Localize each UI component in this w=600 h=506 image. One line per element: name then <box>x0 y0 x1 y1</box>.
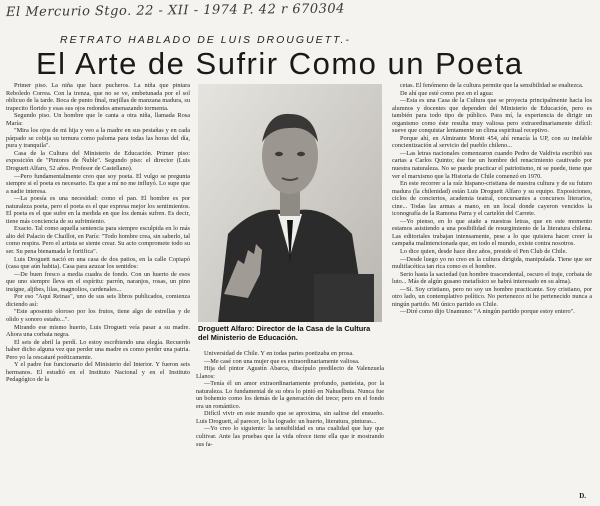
paragraph: "Mira los ojos de mi hija y veo a la madre en sus pestañas y en cada párpado se cobija su ternura como paloma para todas las horas del día, pura y tranquila". <box>6 127 190 150</box>
portrait-photo-illustration <box>198 84 382 322</box>
paragraph: —La poesía es una necesidad: como el pan. El hombre es por naturaleza poeta, pero el poeta es el que expresa mejor los sentimientos. El poeta es el que sufre en la medida en que los demás sufren. Es decir, tiene más conciencia de su sufrimiento. <box>6 195 190 225</box>
paragraph: El seis de abril la perdí. Lo estoy escribiendo una elegía. Recuerdo haber dicho alguna vez que perder una madre es como perder una patria. Pero yo la rescataré poéticamente. <box>6 338 190 361</box>
portrait-photo <box>198 84 382 322</box>
paragraph: —Pero fundamentalmente creo que soy poeta. El vulgo se pregunta siempre si el poeta es necesario. Es que a mí no me influyó. Lo supe que a nadie interesa. <box>6 172 190 195</box>
article-kicker: RETRATO HABLADO DE LUIS DROUGUETT.- <box>60 34 351 46</box>
paragraph: —Yo pienso, en lo que atañe a nuestras letras, que en este momento estamos asistiendo a una posibilidad de resurgimiento de la literatura chilena. Las editoriales trabajan intensamente, pese a lo que quisiera hacer creer la campaña malintencionada que, en todo el mundo, existe contra nosotros. <box>392 217 592 248</box>
paragraph: Primer piso. La niña que hace pucheros. La niña que pintara Reboledo Correa. Con la trenza, que no se ve, embetunada por el sol oblicuo de la tarde. Boca de punto final, mejillas de manzana madura, su trapecito florido y esas sus ojos redondos amenazando tormenta. <box>6 82 190 112</box>
article-column-1 <box>6 82 190 500</box>
paragraph: —Tenía él un amor extraordinariamente profundo, panteísta, por la naturaleza. Lo fundamental de su obra lo pintó en Nahuelbuta. Nunca fue un bohemio como los demás de la generación del trece; pero en el fondo era un romántico. <box>196 380 384 410</box>
paragraph: —Diré como dijo Unamuno: "A ningún partido porque estoy entero". <box>400 308 575 316</box>
paragraph: "Este aposento oloroso por los frutos, tiene algo de estrellas y de olido y sonoro estaño...". <box>6 308 190 323</box>
paragraph: Serio hasta la saciedad (un hombre trascendental, oscuro el traje, corbata de luto... Más de algún gusano metafísico se habrá interesado en su alma). <box>392 270 592 286</box>
paragraph: De ahí que esté como pez en el agua: <box>400 89 494 97</box>
paragraph: —Esta es una Casa de la Cultura que se proyecta principalmente hacia los alumnos y docentes que dependen del Ministerio de Educación, pero es también para todo tipo de público. Para mí, la experiencia de dirigir un organismo como éste resulta muy valiosa pero extraordinariamente difícil: sueve que conquistar lentamente un clima espiritual receptivo. <box>392 97 592 135</box>
paragraph: Lo dice quien, desde hace diez años, preside el Pen Club de Chile. <box>400 248 567 256</box>
paragraph: Casa de la Cultura del Ministerio de Educación. Primer piso: exposición de "Pintores de Ñuble". Segundo piso: el director (Luis Droguett Alfaro, 52 años. Profesor de Castellano). <box>6 149 190 173</box>
paragraph: Segundo piso. Un hombre que le canta a otra niña, llamada Rosa María: <box>6 112 190 127</box>
paragraph: Por eso "Aquí Reinas", uno de sus seis libros publicados, comienza diciendo así: <box>6 293 190 308</box>
paragraph: cetas. El fenómeno de la cultura permite que la sensibilidad se enaltezca. <box>400 82 584 89</box>
article-column-2 <box>196 350 384 502</box>
paragraph: Y el padre fue funcionario del Ministerio del Interior. Y fueron seis hermanos. El estudió en el Instituto Nacional y en el Instituto Pedagógico de la <box>6 361 190 384</box>
handwritten-clipping-note: El Mercurio Stgo. 22 - XII - 1974 P. 42 r 670304 <box>5 1 345 21</box>
photo-caption: Droguett Alfaro: Director de la Casa de la Cultura del Ministerio de Educación. <box>198 324 371 342</box>
paragraph: —Sí. Soy cristiano, pero no soy un hombre practicante. Soy cristiano, por otro lado, un contemplativo político. No pertenezco ni he pertenecido nunca a ningún partido. Mi único partido es Chile. <box>392 285 592 308</box>
paragraph: En este recorrer a la raíz hispano-cristiana de nuestra cultura y de su futuro madura (la chilenidad) están Luis Droguett Alfaro y su equipo. Exposiciones, ciclos de conciertos, academia teatral, concursantes a concursos literarios, cine... Todas las armas a mano, en un local donde cayeron vencidos la iconografía de la Ramona Parra y el cartelón del Carrete. <box>392 180 592 218</box>
paragraph: Exacto. Tal como aquella sentencia para siempre esculpida en lo más alto del Palacio de Chaillot, en París: "Todo hombre crea, sin saberlo, tal como respira. Pero el artista se siente crear. Su acto compromete todo su ser. Su pena bienamada le fortifica". <box>6 225 190 256</box>
paragraph: —Las letras nacionales comenzaron cuando Pedro de Valdivia escribió sus cartas a Carlos Quinto; ése fue un hombre del renacimiento cautivado por nuestra naturaleza. No se puede practicar el patriotismo, ni se puede, tiene que ver el marxismo que la Historia de Chile comenzó en 1970. <box>392 149 592 180</box>
article-title: El Arte de Sufrir Como un Poeta <box>36 46 524 81</box>
paragraph: —Yo creo lo siguiente: la sensibilidad es una cualidad que hay que cultivar. Ante las pruebas que la vida ofrece tiene ella que ir mostrando sus fa- <box>196 425 384 448</box>
paragraph: Porque ahí, en Almirante Montt 454, ahí renacía la UP, con su inefable concientización al servicio del pueblo chileno... <box>392 134 592 150</box>
paragraph: Difícil vivir en este mundo que se aproxima, sin salirse del ensueño. Luis Droguett, al parecer, lo ha logrado: un huerto, literatura, pinturas... <box>196 410 384 425</box>
paragraph: —Desde luego yo no creo en la cultura dirigida, manipulada. Tiene que ser multifacética tan rica como es el hombre. <box>392 255 592 271</box>
paragraph: Luis Droguett nació en una casa de dos patios, en la calle Copiapó (casa que aún habita). Casa para azuzar los sentidos: <box>6 255 190 271</box>
paragraph: Universidad de Chile. Y en todas partes poetizaba en prosa. <box>204 350 354 357</box>
author-signature: D. <box>579 492 586 500</box>
paragraph: —De buen fresco a media cuadra de fondo. Con un huerto de esos que uno siempre lleva en el espíritu: parrón, naranjos, rosas, un pino insigne, aljibes, lilas, magnolios, cardenales... <box>6 270 190 293</box>
paragraph: Hija del pintor Agustín Abarca, discípulo predilecto de Valenzuela Llanos: <box>196 365 384 380</box>
paragraph: Mirando ese mismo huerto, Luis Droguett veía pasar a su madre. Ahora una corbata negra. <box>6 323 190 339</box>
paragraph: —Me casé con una mujer que es extraordinariamente valiosa. <box>204 357 360 365</box>
article-column-3 <box>392 82 592 500</box>
